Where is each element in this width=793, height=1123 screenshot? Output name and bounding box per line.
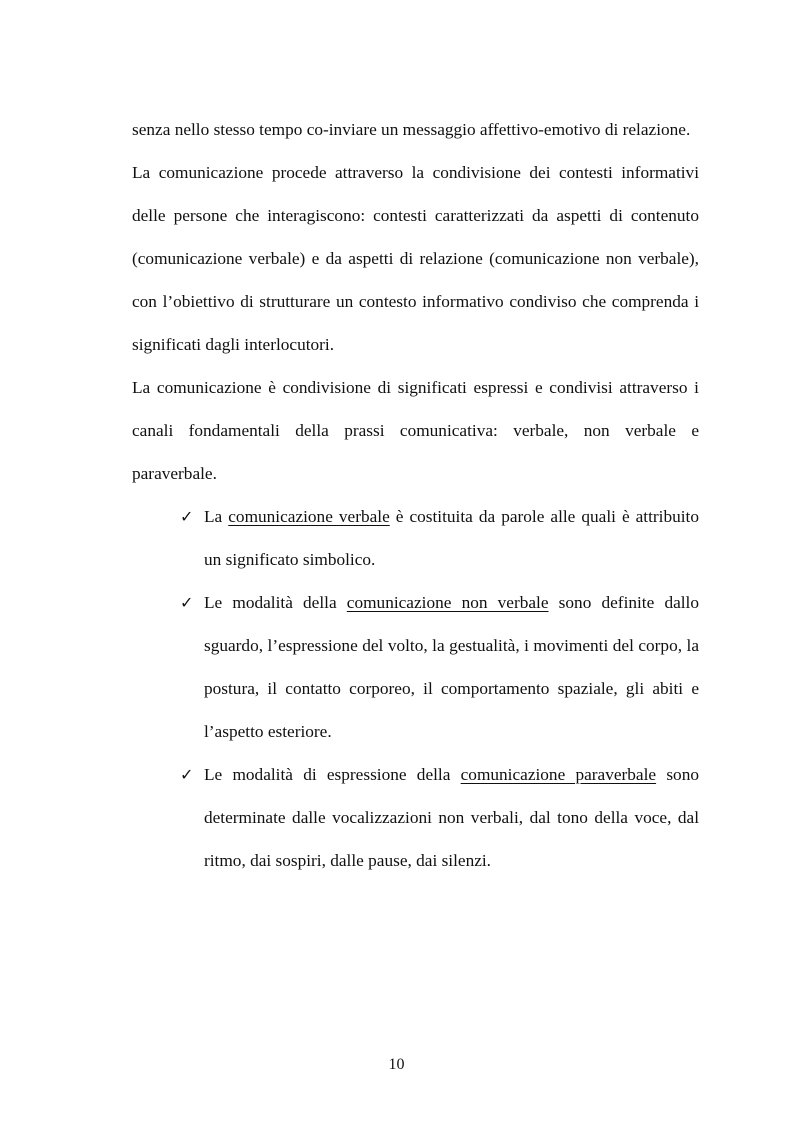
list-item-text: La bbox=[204, 507, 229, 526]
list-item-paraverbal bbox=[132, 753, 699, 882]
term-comunicazione-paraverbale: comunicazione paraverbale bbox=[460, 765, 657, 784]
list-item-text: sono definite dallo sguardo, l’espressione del volto, la gestualità, i movimenti del corpo, la postura, il contatto corporeo, il comportamento spaziale, gli abiti e l’aspetto esteriore. bbox=[204, 593, 700, 741]
paragraph-2: La comunicazione procede attraverso la condivisione dei contesti informativi delle persone che interagiscono: contesti caratterizzati da aspetti di contenuto (comunicazione verbale) e da aspetti di relazione (comunicazione non verbale), con l’obiettivo di strutturare un contesto informativo condiviso che comprenda i significati dagli interlocutori. bbox=[132, 163, 699, 354]
list-item-nonverbal bbox=[132, 581, 699, 753]
term-comunicazione-non-verbale: comunicazione non verbale bbox=[346, 593, 549, 612]
term-comunicazione-verbale: comunicazione verbale bbox=[228, 507, 390, 526]
communication-types-list bbox=[132, 495, 699, 882]
page-body bbox=[132, 108, 699, 882]
list-item-text: sono determinate dalle vocalizzazioni non verbali, dal tono della voce, dal ritmo, dai sospiri, dalle pause, dai silenzi. bbox=[204, 765, 699, 870]
page-number: 10 bbox=[388, 1056, 405, 1073]
checkmark-icon: ✓ bbox=[180, 765, 194, 784]
list-item-text: Le modalità della bbox=[204, 593, 347, 612]
list-item-text: Le modalità di espressione della bbox=[204, 765, 461, 784]
paragraph-3: La comunicazione è condivisione di significati espressi e condivisi attraverso i canali fondamentali della prassi comunicativa: verbale, non verbale e paraverbale. bbox=[132, 378, 699, 483]
list-item-text: è costituita da parole alle quali è attribuito un significato simbolico. bbox=[204, 507, 699, 569]
checkmark-icon: ✓ bbox=[180, 593, 194, 612]
paragraph-1: senza nello stesso tempo co-inviare un messaggio affettivo-emotivo di relazione. bbox=[132, 120, 691, 139]
list-item-verbal bbox=[132, 495, 699, 581]
checkmark-icon: ✓ bbox=[180, 507, 194, 526]
